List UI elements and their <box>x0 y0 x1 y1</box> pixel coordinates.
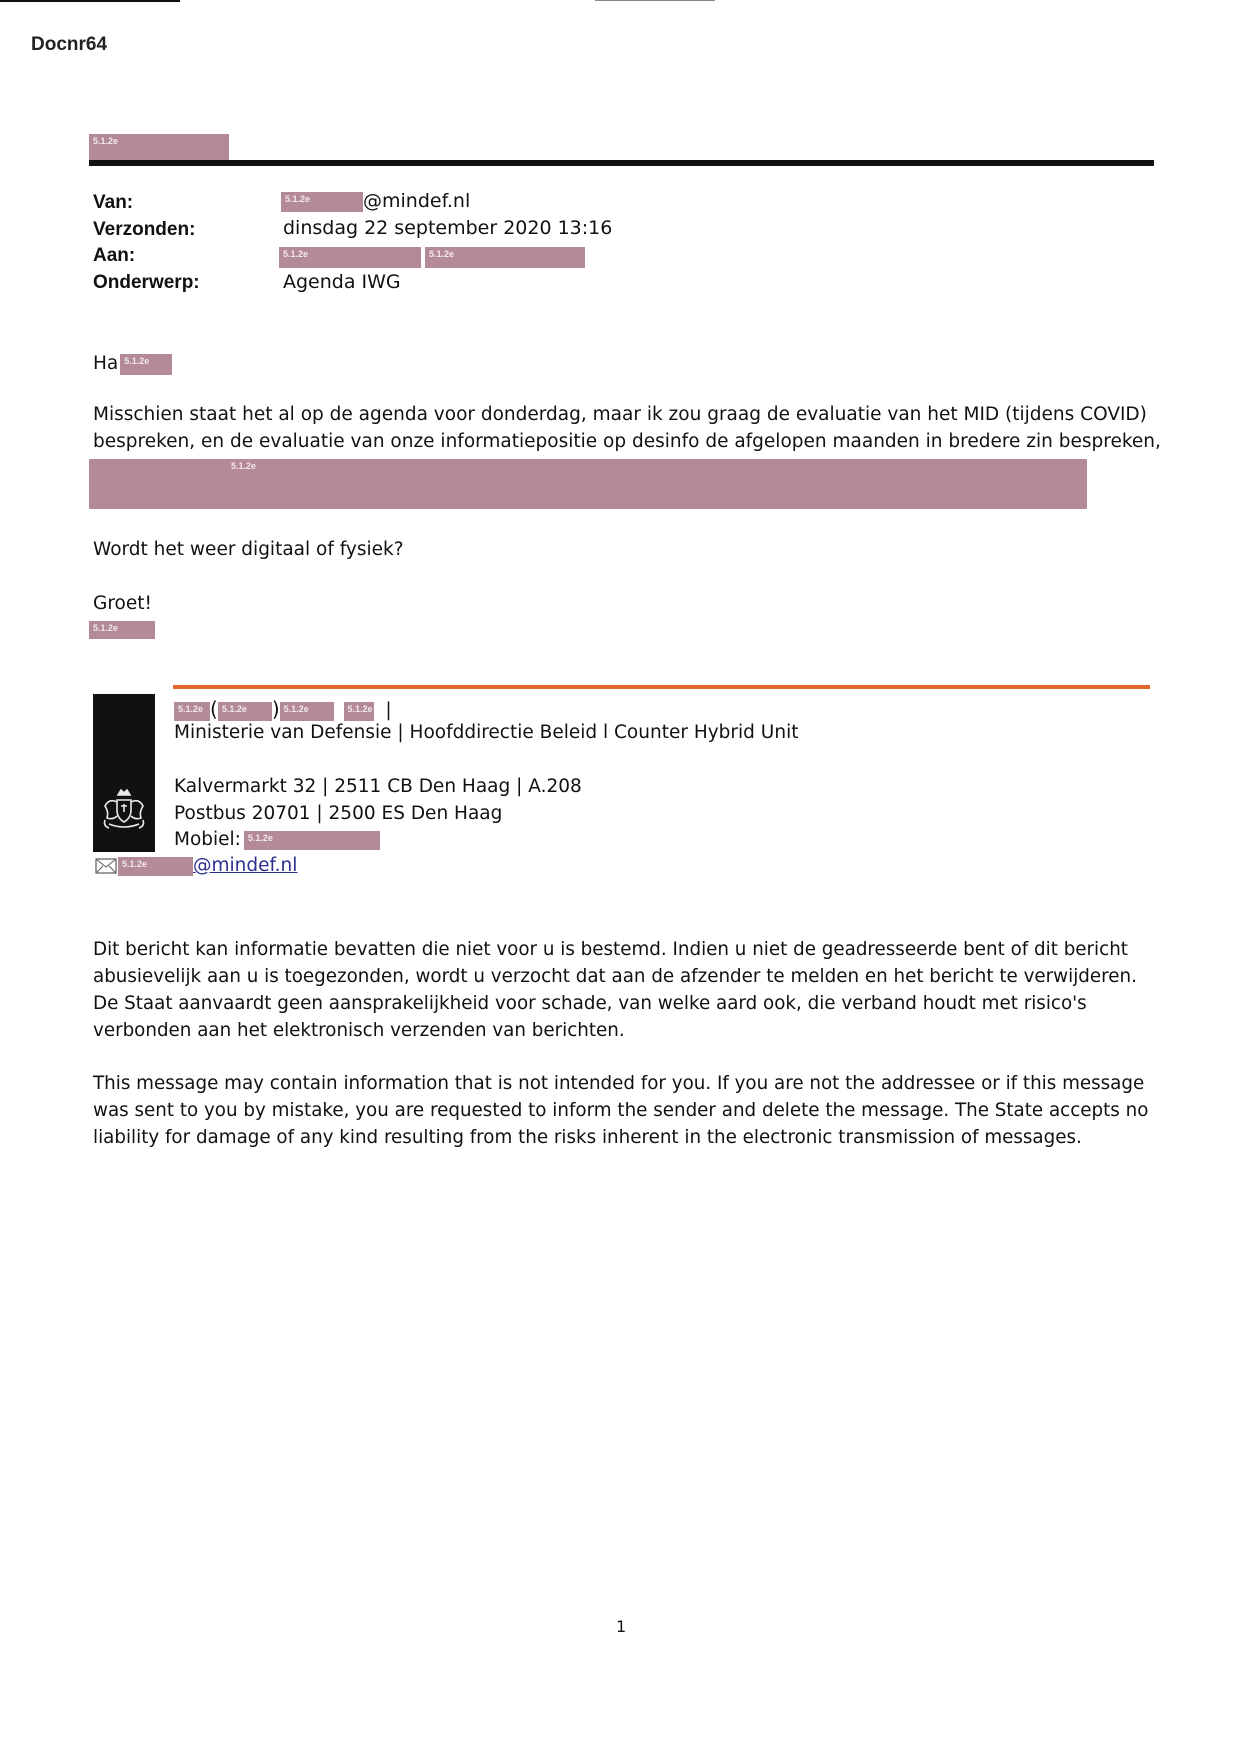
body-paragraph-line1: Misschien staat het al op de agenda voor donderdag, maar ik zou graag de evaluatie van het MID (tijdens COVID) <box>93 404 1147 425</box>
redaction-block: 5.1.2e <box>118 857 193 876</box>
signature-separator: | <box>385 700 392 721</box>
subject-label: Onderwerp: <box>93 272 200 293</box>
redaction-block: 5.1.2e <box>218 702 272 721</box>
scan-line <box>595 0 715 1</box>
to-label: Aan: <box>93 245 136 266</box>
sent-date: dinsdag 22 september 2020 13:16 <box>283 217 613 239</box>
redaction-block: 5.1.2e <box>281 192 363 212</box>
rijksoverheid-logo-bar <box>93 694 155 852</box>
redaction-block: 5.1.2e <box>89 134 229 160</box>
greeting-text: Ha <box>93 353 119 374</box>
redaction-block: 5.1.2e <box>174 702 210 721</box>
signature-mobile <box>174 829 380 850</box>
body-question: Wordt het weer digitaal of fysiek? <box>93 539 404 560</box>
redaction-block: 5.1.2e <box>279 247 421 268</box>
coat-of-arms-icon <box>93 694 155 852</box>
redaction-block: 5.1.2e <box>425 247 585 268</box>
from-email-domain: @mindef.nl <box>363 190 471 212</box>
from-label: Van: <box>93 192 134 213</box>
mobile-label: Mobiel: <box>174 829 241 850</box>
signature-email-link[interactable]: @mindef.nl <box>193 855 298 876</box>
envelope-icon <box>95 858 117 874</box>
redaction-block: 5.1.2e <box>244 831 380 850</box>
subject-value: Agenda IWG <box>283 271 401 293</box>
redaction-block: 5.1.2e <box>89 621 155 639</box>
signature-name-line: 5.1.2e ( 5.1.2e ) 5.1.2e 5.1.2e | <box>174 697 392 721</box>
signature-organisation: Ministerie van Defensie | Hoofddirectie Beleid l Counter Hybrid Unit <box>174 722 799 743</box>
header-divider <box>89 160 1154 166</box>
redaction-block: 5.1.2e <box>344 702 374 721</box>
page-number: 1 <box>616 1617 627 1636</box>
scan-line <box>0 0 180 2</box>
disclaimer-english: This message may contain information that is not intended for you. If you are not the addressee or if this message was sent to you by mistake, you are requested to inform the sender and delete the message. The State accepts no liability for damage of any kind resulting from the risks inherent in the electronic transmission of messages. <box>93 1073 1149 1148</box>
document-number: Docnr64 <box>31 34 108 55</box>
disclaimer-dutch: Dit bericht kan informatie bevatten die niet voor u is bestemd. Indien u niet de geadresseerde bent of dit bericht abusievelijk aan u is toegezonden, wordt u verzocht dat aan de afzender te melden en het bericht te verwijderen. De Staat aanvaardt geen aansprakelijkheid voor schade, van welke aard ook, die verband houdt met risico's verbonden aan het elektronisch verzenden van berichten. <box>93 939 1137 1041</box>
body-paragraph-line2: bespreken, en de evaluatie van onze informatiepositie op desinfo de afgelopen maanden in bredere zin bespreken, <box>93 431 1161 452</box>
signature-address-visit: Kalvermarkt 32 | 2511 CB Den Haag | A.208 <box>174 776 582 797</box>
redaction-block: 5.1.2e <box>89 459 1087 509</box>
redaction-block: 5.1.2e <box>280 702 334 721</box>
body-closing: Groet! <box>93 593 152 614</box>
redaction-block: 5.1.2e <box>120 354 172 375</box>
signature-divider <box>173 685 1150 689</box>
greeting <box>93 350 172 377</box>
sent-label: Verzonden: <box>93 219 196 240</box>
signature-address-post: Postbus 20701 | 2500 ES Den Haag <box>174 803 503 824</box>
signature-email[interactable] <box>95 855 297 876</box>
